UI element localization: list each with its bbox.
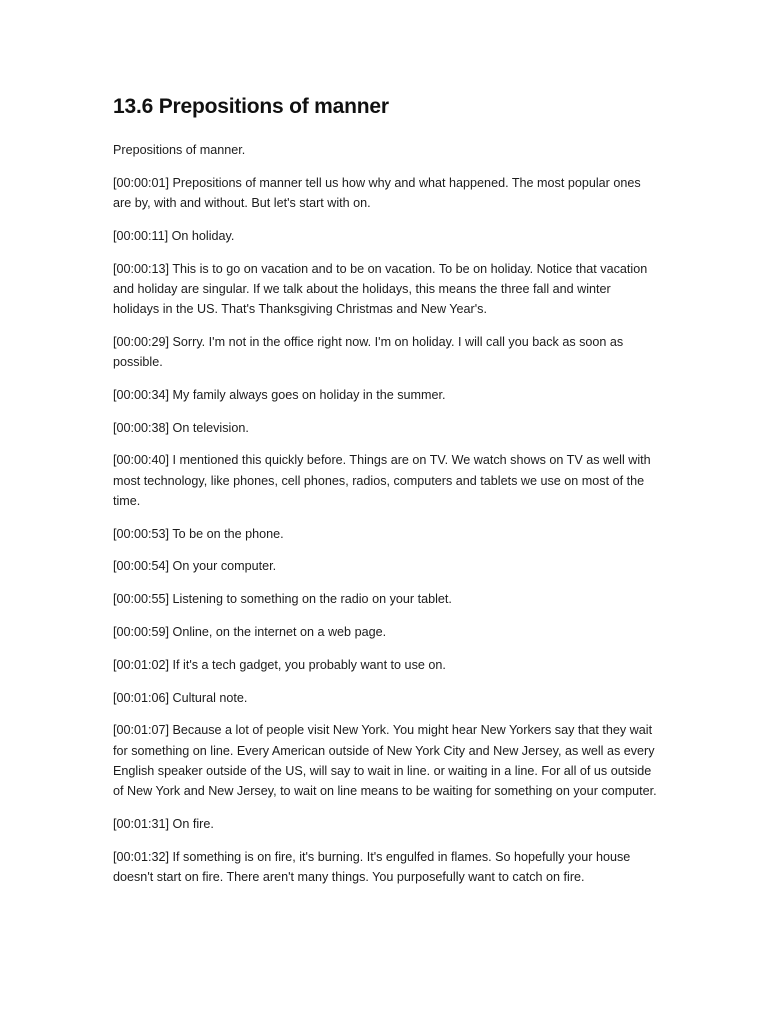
transcript-text: To be on the phone. — [172, 526, 284, 541]
timestamp: [00:01:32] — [113, 849, 170, 864]
timestamp: [00:00:29] — [113, 334, 170, 349]
timestamp: [00:00:11] — [113, 228, 169, 243]
transcript-text: If something is on fire, it's burning. It's engulfed in flames. So hopefully your house doesn't start on fire. There aren't many things. You purposefully want to catch on fire. — [113, 849, 631, 884]
transcript-paragraph — [113, 556, 658, 576]
intro-paragraph: Prepositions of manner. — [113, 143, 246, 157]
timestamp: [00:00:38] — [113, 420, 170, 435]
transcript-paragraph — [113, 847, 658, 887]
timestamp: [00:01:06] — [113, 690, 170, 705]
transcript-text: Prepositions of manner tell us how why and what happened. The most popular ones are by, with and without. But let's start with on. — [113, 175, 641, 210]
timestamp: [00:00:13] — [113, 261, 170, 276]
transcript-paragraph — [113, 226, 658, 246]
transcript-paragraph — [113, 688, 658, 708]
transcript-text: On holiday. — [171, 228, 235, 243]
transcript-paragraph — [113, 814, 658, 834]
timestamp: [00:00:59] — [113, 624, 170, 639]
transcript-paragraph — [113, 418, 658, 438]
transcript-paragraph — [113, 259, 658, 320]
timestamp: [00:00:54] — [113, 559, 170, 574]
transcript-text: Sorry. I'm not in the office right now. I'm on holiday. I will call you back as soon as possible. — [113, 334, 624, 369]
transcript-text: I mentioned this quickly before. Things are on TV. We watch shows on TV as well with most technology, like phones, cell phones, radios, computers and tablets we use on most of the time. — [113, 453, 651, 508]
transcript-paragraph — [113, 720, 658, 801]
timestamp: [00:00:53] — [113, 526, 170, 541]
transcript-paragraph — [113, 385, 658, 405]
transcript-text: On fire. — [172, 816, 214, 831]
timestamp: [00:00:34] — [113, 387, 170, 402]
transcript-paragraph — [113, 589, 658, 609]
transcript-text: This is to go on vacation and to be on vacation. To be on holiday. Notice that vacation and holiday are singular. If we talk about the holidays, this means the three fall and winter holidays in the US. That's Thanksgiving Christmas and New Year's. — [113, 261, 648, 316]
timestamp: [00:01:07] — [113, 723, 170, 738]
transcript-text: Online, on the internet on a web page. — [172, 624, 387, 639]
timestamp: [00:00:01] — [113, 175, 170, 190]
timestamp: [00:00:55] — [113, 592, 170, 607]
transcript-paragraph — [113, 450, 658, 511]
document-page — [113, 94, 658, 900]
transcript-text: Cultural note. — [172, 690, 248, 705]
transcript-paragraph — [113, 332, 658, 372]
transcript-text: If it's a tech gadget, you probably want to use on. — [172, 657, 446, 672]
transcript-text: On television. — [172, 420, 249, 435]
timestamp: [00:01:02] — [113, 657, 170, 672]
transcript-paragraph — [113, 622, 658, 642]
transcript-text: Listening to something on the radio on your tablet. — [172, 592, 452, 607]
transcript-paragraph — [113, 524, 658, 544]
transcript-paragraph — [113, 655, 658, 675]
transcript-text: Because a lot of people visit New York. You might hear New Yorkers say that they wait for something on line. Every American outside of New York City and New Jersey, as well as every English speaker outside of the US, will say to wait in line. or waiting in a line. For all of us outside of New York and New Jersey, to wait on line means to be waiting for something on your computer. — [113, 723, 657, 798]
timestamp: [00:01:31] — [113, 816, 170, 831]
document-title: 13.6 Prepositions of manner — [113, 95, 389, 118]
transcript-text: On your computer. — [172, 559, 277, 574]
transcript-paragraph — [113, 173, 658, 213]
transcript-text: My family always goes on holiday in the summer. — [172, 387, 446, 402]
timestamp: [00:00:40] — [113, 453, 170, 468]
